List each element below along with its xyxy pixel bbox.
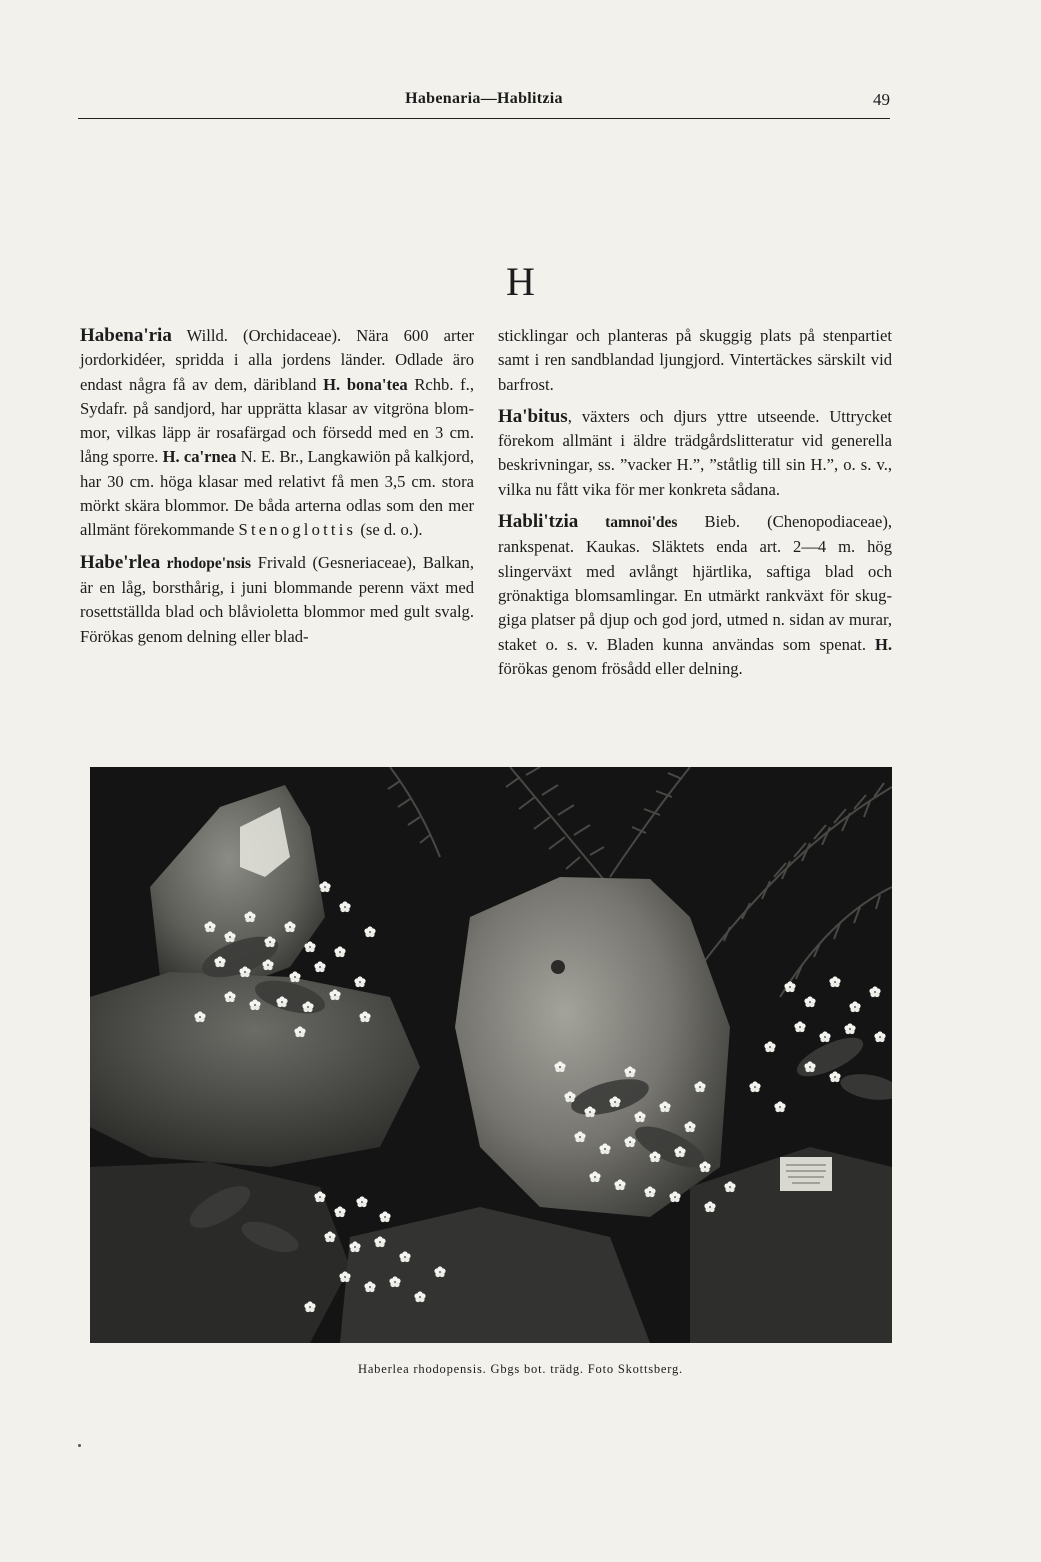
entry-text: , växters och djurs yttre utseende. Uttrycket förekom allmänt i äldre trädgårdslitteratur vid generella beskrivningar, ss. ”vacker H.”, ”ståtlig till sin H.”, o. s. v., vilka nu fått vika för mer konkreta sådana.	[498, 406, 892, 499]
photo-haberlea-rhodopensis	[90, 767, 892, 1343]
entry-hablitzia	[498, 510, 892, 681]
rock-hole	[551, 960, 565, 974]
species-name: H. ca'rnea	[162, 447, 237, 467]
cross-reference: Stenoglottis	[238, 520, 357, 540]
header-rule	[78, 118, 890, 119]
entry-habenaria	[80, 324, 474, 543]
paper-speck	[78, 1444, 81, 1447]
species-epithet: tamnoi'des	[578, 514, 678, 532]
plant-label-tag	[780, 1157, 832, 1191]
entry-text: Bieb. (Chenopodiaceae), rankspenat. Kaukas. Släktets enda art. 2—4 m. hög slingerväxt med avlångt hjärtlika, saftiga blad och grönaktiga blomsamlingar. En utmärkt rankväxt för skuggiga platser på djup och god jord, utmed n. sidan av murar, staket o. s. v. Bladen kunna användas som spenat.	[498, 512, 892, 654]
entry-habitus	[498, 405, 892, 502]
genus-abbrev: H.	[874, 634, 892, 654]
photo-caption: Haberlea rhodopensis. Gbgs bot. trädg. Foto Skottsberg.	[358, 1362, 683, 1376]
entry-haberlea-continued	[498, 324, 892, 397]
photo-illustration	[90, 767, 892, 1343]
running-head	[78, 88, 890, 118]
entry-text: N. E. Br., Langkawiön på kalkjord, har 30 cm. höga klasar med relativt få men 3,5 cm. stora mörkt skära blommor. De båda arterna odlas som den mer allmänt förekommande	[80, 447, 475, 540]
page-number: 49	[873, 90, 890, 109]
species-name: H. bona'tea	[323, 374, 408, 394]
headword-habitus: Ha'bitus	[498, 405, 568, 427]
entry-text: (se d. o.).	[356, 520, 423, 540]
entry-text: Rchb. f., Sydafr. på sandjord, har upprätta klasar av vitgröna blommor, vilkas läpp är rosafärgad och försedd med en 3 cm. lång sporre.	[80, 374, 474, 467]
entry-text: Willd. (Orchidaceae). Nära 600 arter jordorkidéer, spridda i alla jordens länder. Odlade äro endast några få av dem, däribland	[80, 326, 474, 394]
left-column	[80, 324, 474, 657]
entry-haberlea	[80, 551, 474, 649]
entry-text: förökas genom frösådd eller delning.	[498, 658, 743, 678]
entry-text: Frivald (Gesneriaceae), Balkan, är en låg, borsthårig, i juni blommande perenn växt med rosettställda blad och blåvioletta blommor med gult svalg. Förökas genom delning eller blad-	[80, 552, 474, 646]
rock-lower-left	[90, 1162, 350, 1343]
right-column	[498, 324, 892, 689]
entry-text: sticklingar och planteras på skuggig plats på stenpartiet samt i ren sandblandad ljungjord. Vintertäckes särskilt vid barfrost.	[498, 326, 892, 394]
section-letter: H	[506, 259, 535, 304]
running-title: Habenaria—Hablitzia	[405, 90, 563, 107]
headword-hablitzia: Habli'tzia	[498, 511, 579, 533]
headword-haberlea: Habe'rlea	[80, 551, 161, 573]
species-epithet: rhodope'nsis	[160, 554, 252, 572]
headword-habenaria: Habena'ria	[80, 325, 172, 346]
